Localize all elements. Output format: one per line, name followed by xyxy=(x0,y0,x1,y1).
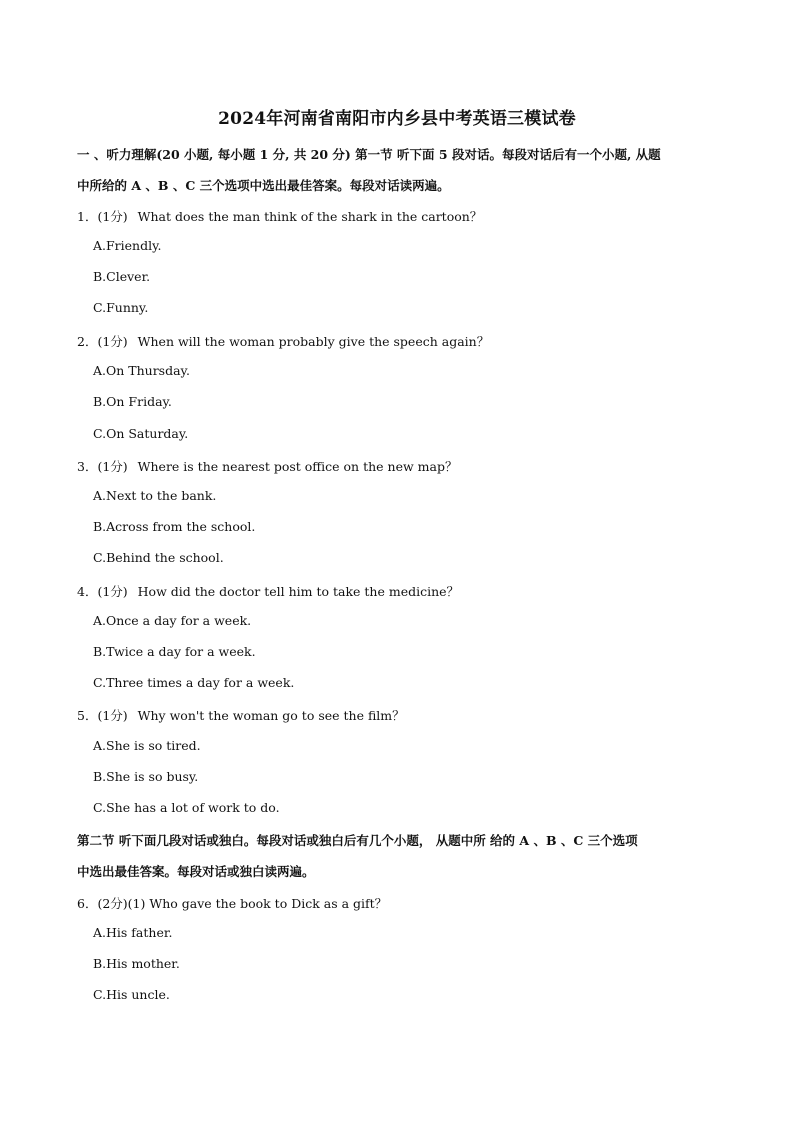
section1-instructions-line1: 一 、听力理解(20 小题, 每小题 1 分, 共 20 分) 第一节 听下面 5 段对话。每段对话后有一个小题, 从题 xyxy=(77,147,661,162)
option-4a[interactable]: A.Once a day for a week. xyxy=(93,613,252,628)
option-4b[interactable]: B.Twice a day for a week. xyxy=(93,644,256,659)
option-3c[interactable]: C.Behind the school. xyxy=(93,550,224,565)
section1-instructions-line2: 中所给的 A 、B 、C 三个选项中选出最佳答案。每段对话读两遍。 xyxy=(77,178,450,193)
question-text: What does the man think of the shark in the cartoon？ xyxy=(137,209,483,224)
option-4c[interactable]: C.Three times a day for a week. xyxy=(93,675,295,690)
option-6c[interactable]: C.His uncle. xyxy=(93,987,170,1002)
question-text: (1) Who gave the book to Dick as a gift？ xyxy=(127,896,388,911)
question-text: Where is the nearest post office on the new map？ xyxy=(137,459,458,474)
question-3 xyxy=(77,457,457,475)
question-2 xyxy=(77,332,489,350)
question-text: When will the woman probably give the speech again？ xyxy=(137,334,490,349)
question-number: 5．(1分) xyxy=(77,708,128,723)
question-number: 4．(1分) xyxy=(77,584,128,599)
option-1c[interactable]: C.Funny. xyxy=(93,300,149,315)
option-5b[interactable]: B.She is so busy. xyxy=(93,769,199,784)
question-text: How did the doctor tell him to take the medicine？ xyxy=(137,584,460,599)
option-2a[interactable]: A.On Thursday. xyxy=(93,363,190,378)
question-number: 3．(1分) xyxy=(77,459,128,474)
question-4 xyxy=(77,582,459,600)
option-1b[interactable]: B.Clever. xyxy=(93,269,151,284)
question-number: 2．(1分) xyxy=(77,334,128,349)
question-number: 1．(1分) xyxy=(77,209,128,224)
option-5c[interactable]: C.She has a lot of work to do. xyxy=(93,800,280,815)
section2-instructions-line2: 中选出最佳答案。每段对话或独白读两遍。 xyxy=(77,864,315,879)
option-6b[interactable]: B.His mother. xyxy=(93,956,180,971)
option-3a[interactable]: A.Next to the bank. xyxy=(93,488,217,503)
option-2c[interactable]: C.On Saturday. xyxy=(93,426,189,441)
option-1a[interactable]: A.Friendly. xyxy=(93,238,162,253)
question-1 xyxy=(77,207,482,225)
question-number: 6．(2分) xyxy=(77,896,128,911)
option-6a[interactable]: A.His father. xyxy=(93,925,173,940)
question-text: Why won't the woman go to see the film？ xyxy=(137,708,405,723)
section2-instructions-line1: 第二节 听下面几段对话或独白。每段对话或独白后有几个小题， 从题中所 给的 A 、B 、C 三个选项 xyxy=(77,833,638,848)
option-5a[interactable]: A.She is so tired. xyxy=(93,738,201,753)
question-6 xyxy=(77,894,387,912)
option-2b[interactable]: B.On Friday. xyxy=(93,394,172,409)
page-title: 2024年河南省南阳市内乡县中考英语三模试卷 xyxy=(218,109,576,129)
question-5 xyxy=(77,706,405,724)
option-3b[interactable]: B.Across from the school. xyxy=(93,519,256,534)
